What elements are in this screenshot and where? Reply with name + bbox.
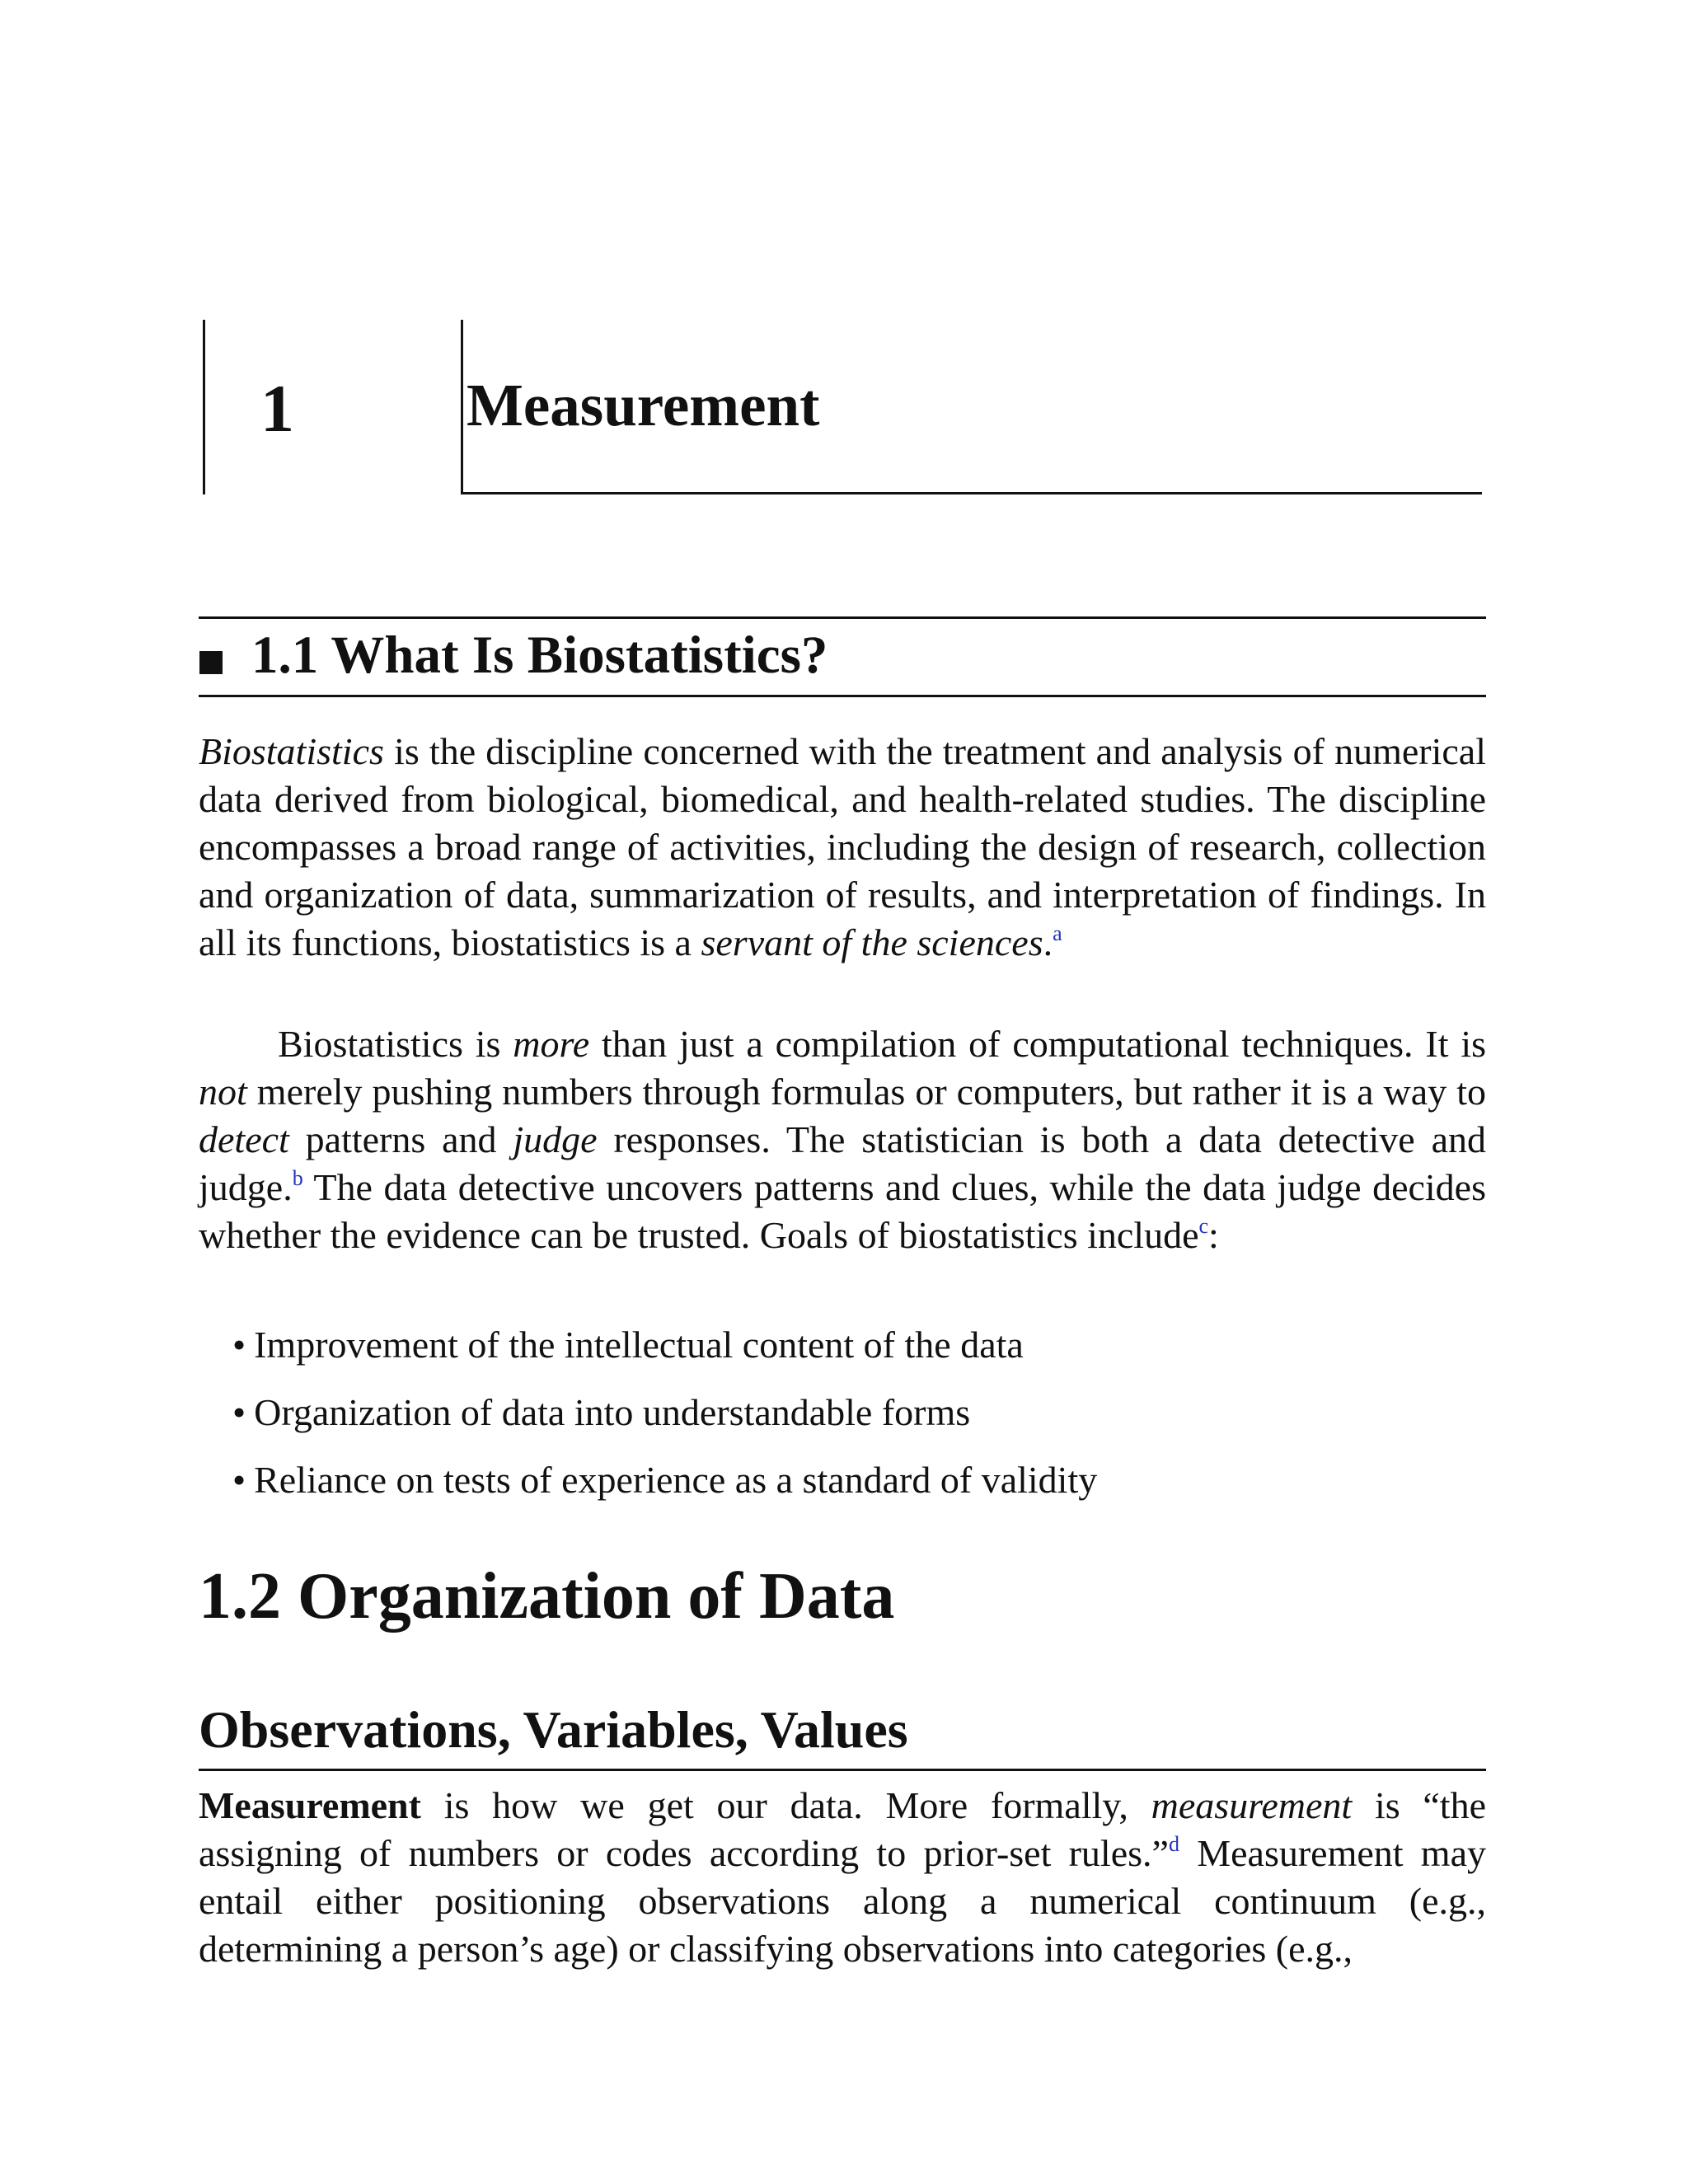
term-measurement: Measurement — [199, 1784, 421, 1826]
chapter-number: 1 — [260, 371, 294, 446]
section-rule-top — [199, 616, 1486, 619]
subsection-title: Observations, Variables, Values — [199, 1700, 908, 1759]
text-span: merely pushing numbers through formulas or computers, but rather it is a way to — [246, 1071, 1486, 1113]
text-span: is “the assigning of numbers or codes according to prior-set rules.” — [199, 1784, 1487, 1874]
emphasis-detect: detect — [199, 1118, 289, 1160]
subsection-rule — [199, 1769, 1486, 1771]
text-span: . — [1043, 921, 1053, 963]
chapter-rule-middle — [461, 320, 463, 494]
emphasis-measurement: measurement — [1151, 1784, 1353, 1826]
chapter-rule-left — [203, 320, 205, 494]
footnote-link-d[interactable]: d — [1168, 1832, 1179, 1856]
text-span: than just a compilation of computational techniques. It is — [589, 1023, 1486, 1065]
text-span: : — [1208, 1214, 1219, 1256]
paragraph-measurement — [199, 1782, 1486, 1973]
text-span: is how we get our data. More formally, — [420, 1784, 1151, 1826]
section-rule-bottom — [199, 695, 1486, 697]
list-item — [232, 1456, 1097, 1524]
footnote-link-a[interactable]: a — [1053, 921, 1062, 945]
emphasis-judge: judge — [513, 1118, 598, 1160]
bullet-dot-icon: • — [232, 1391, 246, 1433]
goals-list — [232, 1321, 1097, 1524]
text-span: is the discipline concerned with the treatment and analysis of numerical data derived from biological, biomedical, and health-related studies. The discipline encompasses a broad range of activities, including the design of research, collection and organization of data, summarization of results, and interpretation of findings. In all its functions, biostatistics is a — [199, 730, 1486, 963]
text-span: patterns and — [288, 1118, 513, 1160]
text-span: responses. The statistician is both a data detective and judge. — [199, 1118, 1486, 1208]
list-item-text: Improvement of the intellectual content of the data — [254, 1324, 1024, 1366]
paragraph-biostatistics-definition — [199, 728, 1486, 967]
text-span: Biostatistics is — [278, 1023, 513, 1065]
term-biostatistics: Biostatistics — [199, 730, 384, 772]
footnote-link-c[interactable]: c — [1198, 1214, 1209, 1238]
emphasis-not: not — [199, 1071, 247, 1113]
section-title-1-1: 1.1 What Is Biostatistics? — [251, 626, 828, 685]
text-span: The data detective uncovers patterns and clues, while the data judge decides whether the evidence can be trusted. Goals of biostatistics include — [199, 1166, 1486, 1256]
list-item-text: Reliance on tests of experience as a standard of validity — [254, 1459, 1098, 1501]
paragraph-biostatistics-goals — [199, 1020, 1486, 1259]
text-span: Measurement may entail either positioning observations along a numerical continuum (e.g., determining a person’s age) or classifying observations into categories (e.g., — [199, 1832, 1486, 1970]
bullet-dot-icon: • — [232, 1459, 246, 1501]
list-item — [232, 1389, 1097, 1456]
chapter-rule-bottom — [461, 492, 1482, 494]
footnote-link-b[interactable]: b — [292, 1166, 303, 1190]
list-item-text: Organization of data into understandable forms — [254, 1391, 971, 1433]
section-title-1-2: 1.2 Organization of Data — [199, 1560, 895, 1633]
emphasis-servant: servant of the sciences — [701, 921, 1043, 963]
bullet-dot-icon: • — [232, 1324, 246, 1366]
list-item — [232, 1321, 1097, 1389]
chapter-title: Measurement — [467, 372, 820, 438]
black-square-icon — [199, 651, 223, 674]
emphasis-more: more — [513, 1023, 590, 1065]
